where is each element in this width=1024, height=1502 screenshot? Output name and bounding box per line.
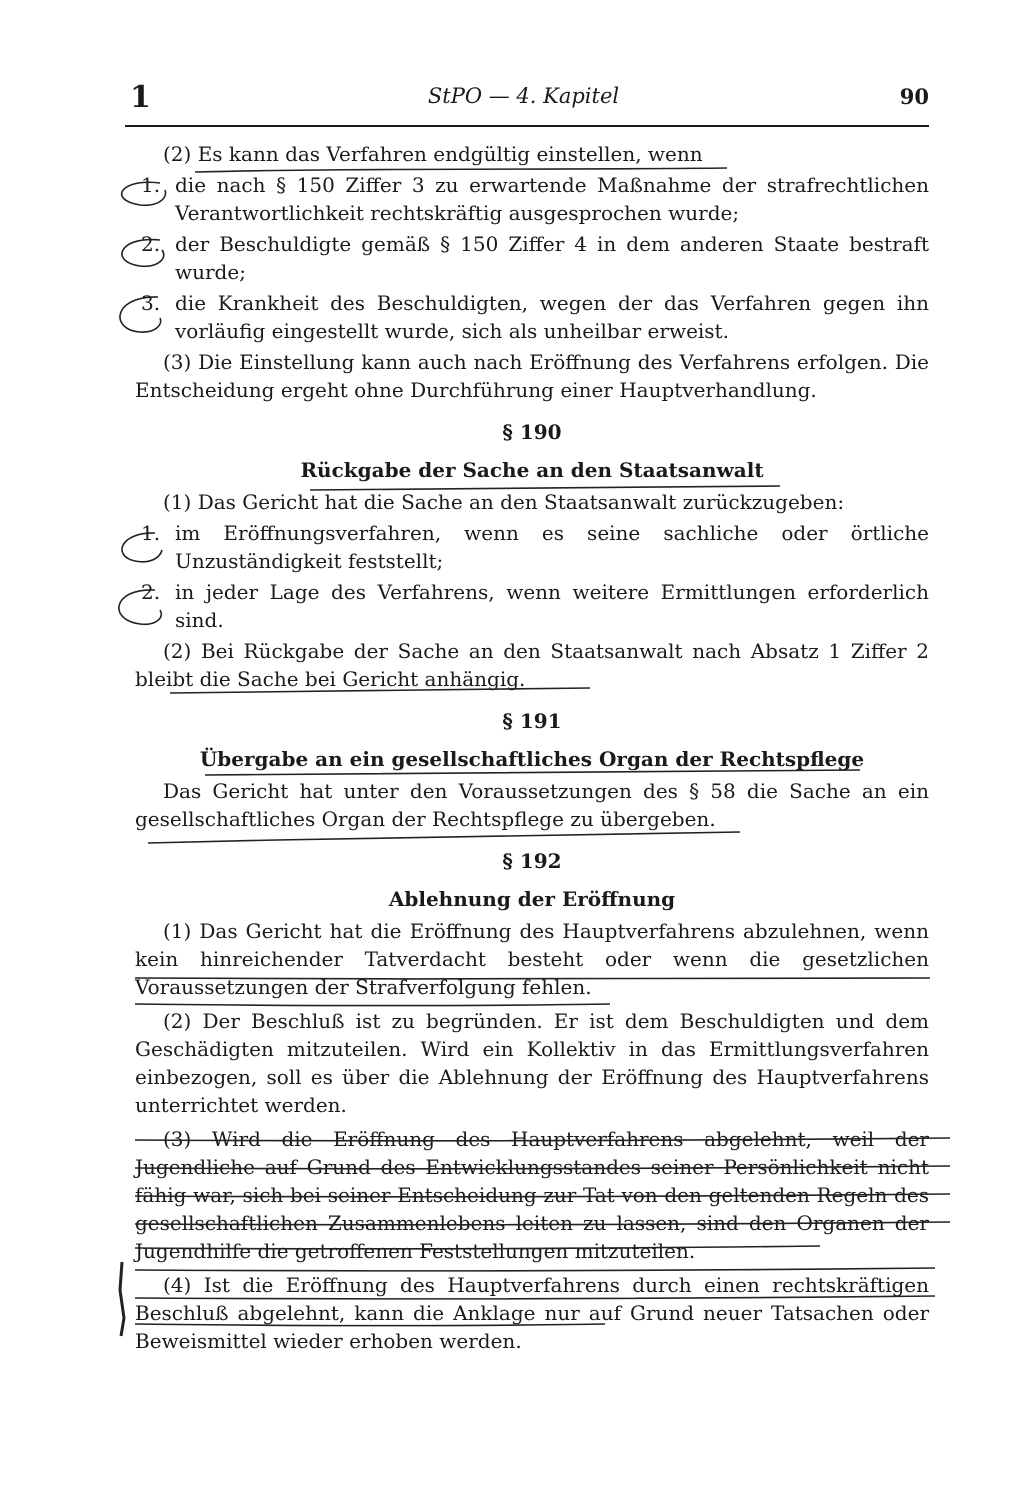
margin-bar-mark bbox=[120, 1262, 124, 1336]
s190-title: Rückgabe der Sache an den Staatsanwalt bbox=[300, 458, 764, 482]
s189-abs3: (3) Die Einstellung kann auch nach Eröffnung des Verfahrens erfolgen. Die Entscheidung ergeht ohne Durchführung einer Hauptverhandlung. bbox=[135, 350, 929, 402]
s191-title: Übergabe an ein gesellschaftliches Organ der Rechtspflege bbox=[199, 747, 865, 771]
s192-abs3: (3) Wird die Eröffnung des Hauptverfahrens abgelehnt, weil der Jugendliche auf Grund des Entwicklungsstandes seiner Persönlichkeit nicht fähig war, sich bei seiner Entscheidung zur Tat von den geltenden Regeln des gesellschaftlichen Zusammenlebens leiten zu lassen, sind den Organen der Jugendhilfe die getroffenen Feststellungen mitzuteilen. bbox=[135, 1127, 929, 1263]
s190-number: § 190 bbox=[502, 420, 562, 444]
item-number: 2. bbox=[141, 580, 161, 604]
item-text: in jeder Lage des Verfahrens, wenn weitere Ermittlungen erforderlich sind. bbox=[175, 580, 929, 632]
s191-text: Das Gericht hat unter den Voraussetzungen des § 58 die Sache an ein gesellschaftliches Organ der Rechtspflege zu übergeben. bbox=[135, 779, 929, 831]
running-title: StPO — 4. Kapitel bbox=[427, 84, 620, 108]
item-text: der Beschuldigte gemäß § 150 Ziffer 4 in dem anderen Staate bestraft wurde; bbox=[175, 232, 929, 284]
s191-number: § 191 bbox=[502, 709, 562, 733]
s189-item-3 bbox=[135, 289, 929, 345]
page-body bbox=[135, 140, 929, 1355]
page-number: 90 bbox=[899, 84, 929, 109]
s189-item-2 bbox=[135, 230, 929, 286]
item-number: 2. bbox=[141, 232, 161, 256]
s192-abs4: (4) Ist die Eröffnung des Hauptverfahrens durch einen rechtskräftigen Beschluß abgelehnt, kann die Anklage nur auf Grund neuer Tatsachen oder Beweismittel wieder erhoben werden. bbox=[135, 1273, 929, 1353]
s192-number: § 192 bbox=[502, 849, 562, 873]
page-header bbox=[118, 76, 929, 116]
s189-abs2-intro: (2) Es kann das Verfahren endgültig einstellen, wenn bbox=[163, 142, 703, 166]
s190-abs2: (2) Bei Rückgabe der Sache an den Staatsanwalt nach Absatz 1 Ziffer 2 bleibt die Sache bei Gericht anhängig. bbox=[135, 639, 929, 691]
header-rule bbox=[125, 125, 929, 127]
s190-item-2 bbox=[135, 578, 929, 634]
s190-item-1 bbox=[135, 519, 929, 575]
item-text: im Eröffnungsverfahren, wenn es seine sachliche oder örtliche Unzuständigkeit feststellt; bbox=[175, 521, 929, 573]
item-text: die nach § 150 Ziffer 3 zu erwartende Maßnahme der strafrechtlichen Verantwortlichkeit rechtskräftig ausgesprochen wurde; bbox=[175, 173, 929, 225]
s192-title: Ablehnung der Eröffnung bbox=[388, 887, 676, 911]
s192-abs2: (2) Der Beschluß ist zu begründen. Er ist dem Beschuldigten und dem Geschädigten mitzuteilen. Wird ein Kollektiv in das Ermittlungsverfahren einbezogen, soll es über die Ablehnung der Eröffnung des Hauptverfahrens unterrichtet werden. bbox=[135, 1009, 929, 1117]
item-text: die Krankheit des Beschuldigten, wegen der das Verfahren gegen ihn vorläufig eingestellt wurde, sich als unheilbar erweist. bbox=[175, 291, 929, 343]
s189-item-1 bbox=[135, 171, 929, 227]
s190-abs1-intro: (1) Das Gericht hat die Sache an den Staatsanwalt zurückzugeben: bbox=[163, 490, 845, 514]
item-number: 1. bbox=[141, 521, 161, 545]
item-number: 1. bbox=[141, 173, 161, 197]
s192-abs1: (1) Das Gericht hat die Eröffnung des Hauptverfahrens abzulehnen, wenn kein hinreichender Tatverdacht besteht oder wenn die gesetzlichen Voraussetzungen der Strafverfolgung fehlen. bbox=[135, 919, 929, 999]
chapter-number: 1 bbox=[130, 80, 151, 115]
item-number: 3. bbox=[141, 291, 161, 315]
